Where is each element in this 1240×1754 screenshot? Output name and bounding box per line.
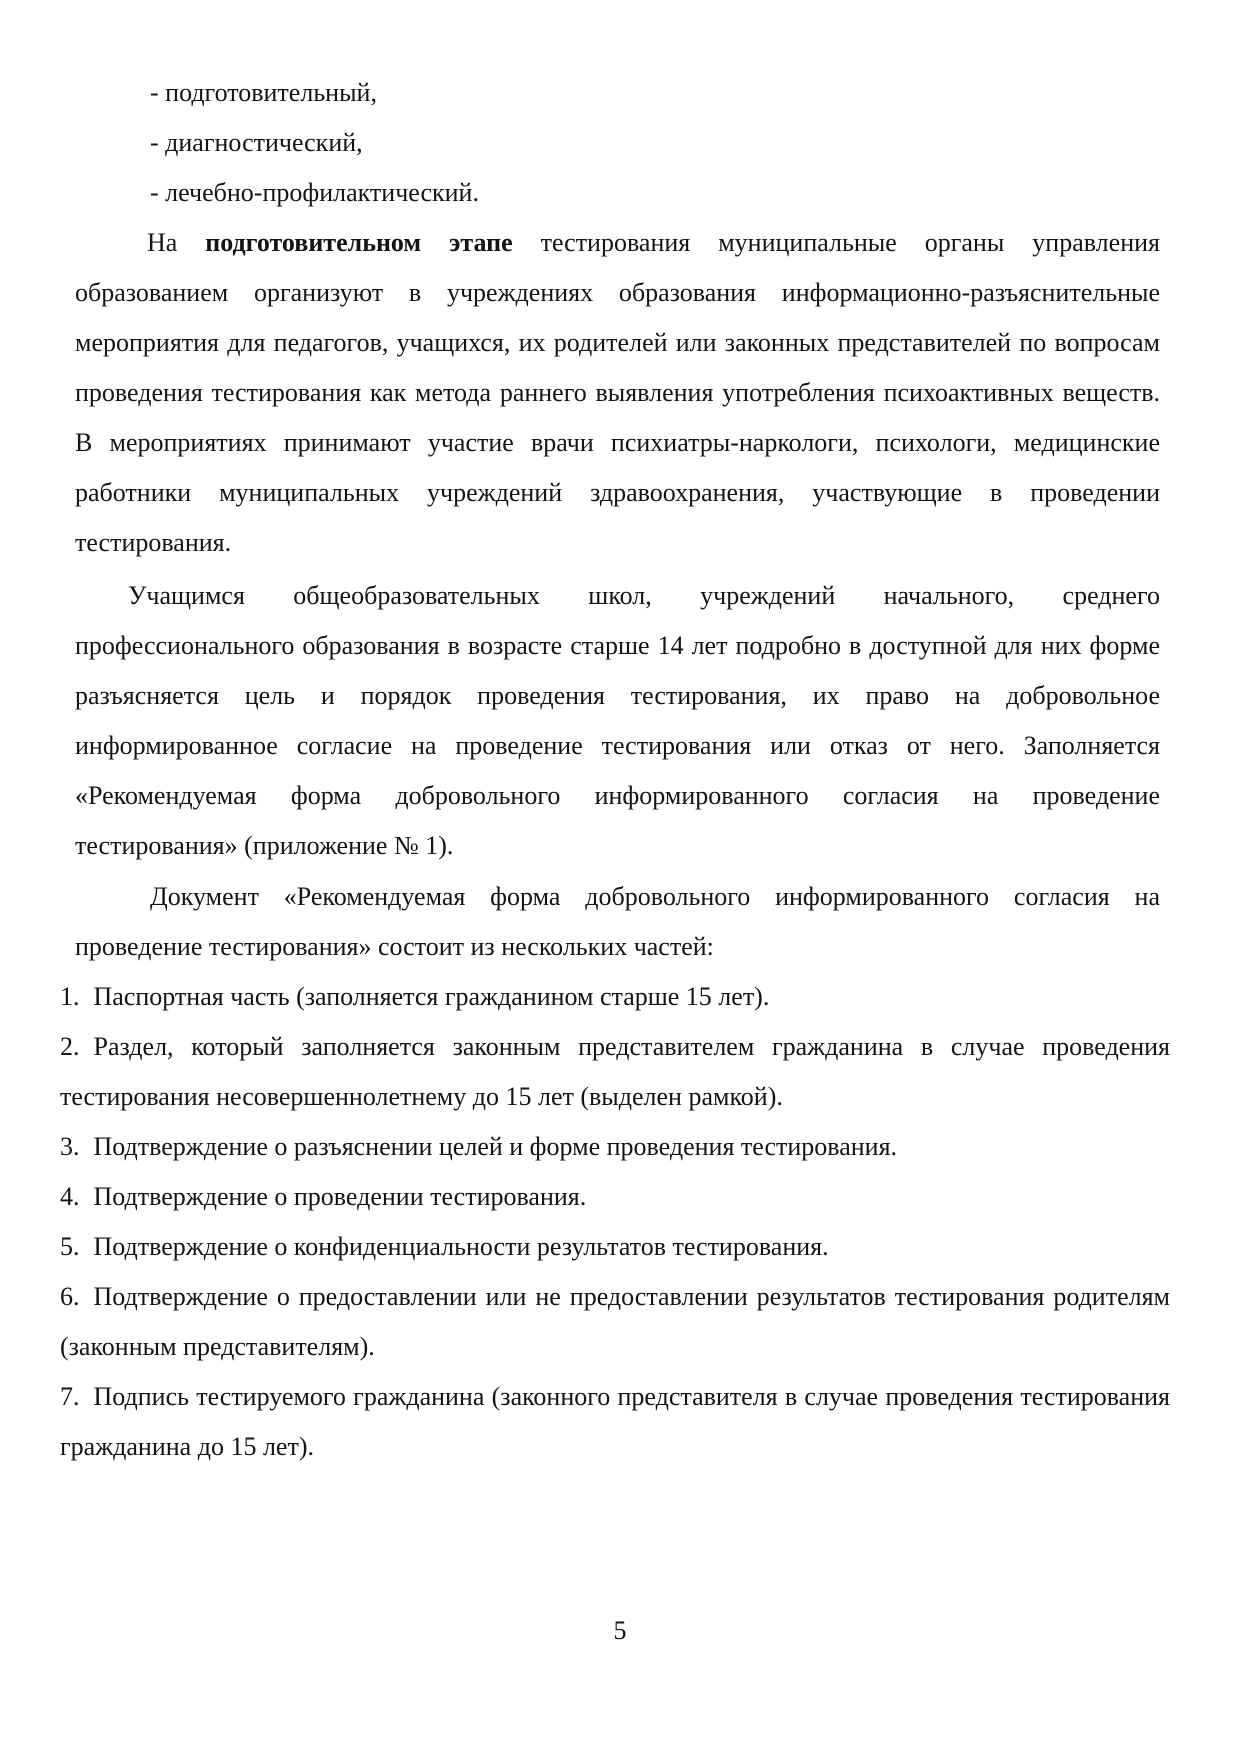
list-item-text: Подпись тестируемого гражданина (законного представителя в случае проведения тестирования гражданина до 15 лет). [60,1382,1170,1461]
list-item-number: 1. [60,982,80,1011]
list-item [60,1172,1170,1222]
stage-item: - лечебно-профилактический. [150,178,479,207]
list-item-text: Подтверждение о разъяснении целей и форме проведения тестирования. [93,1132,898,1161]
list-item [60,1122,1170,1172]
paragraph-document-parts: Документ «Рекомендуемая форма добровольного информированного согласия на проведение тестирования» состоит из нескольких частей: [75,882,1160,961]
list-item-number: 4. [60,1182,80,1211]
list-item-number: 7. [60,1382,80,1411]
paragraph-preparatory-stage [75,218,1160,568]
list-item-text: Подтверждение о конфиденциальности результатов тестирования. [93,1232,829,1261]
list-item-number: 5. [60,1232,80,1261]
list-item [60,1272,1170,1372]
page-number: 5 [613,1616,627,1645]
document-parts-list [60,972,1170,1472]
list-item-number: 3. [60,1132,80,1161]
list-item-text: Подтверждение о предоставлении или не предоставлении результатов тестирования родителям (законным представителям). [60,1282,1170,1361]
list-item [60,1222,1170,1272]
list-item-text: Раздел, который заполняется законным представителем гражданина в случае проведения тестирования несовершеннолетнему до 15 лет (выделен рамкой). [60,1032,1170,1111]
list-item-text: Подтверждение о проведении тестирования. [93,1182,587,1211]
list-item-number: 6. [60,1282,80,1311]
paragraph-prefix: На [147,228,206,257]
list-item-number: 2. [60,1032,80,1061]
stage-item: - подготовительный, [150,78,377,107]
list-item [60,1022,1170,1122]
list-item [60,972,1170,1022]
stage-item: - диагностический, [150,128,363,157]
paragraph-students: Учащимся общеобразовательных школ, учреждений начального, среднего профессионального образования в возрасте старше 14 лет подробно в доступной для них форме разъясняется цель и порядок проведения тестирования, их право на добровольное информированное согласие на проведение тестирования или отказ от него. Заполняется «Рекомендуемая форма добровольного информированного согласия на проведение тестирования» (приложение № 1). [75,581,1160,860]
list-item-text: Паспортная часть (заполняется гражданином старше 15 лет). [93,982,770,1011]
bold-term: подготовительном этапе [205,228,513,257]
list-item [60,1372,1170,1472]
paragraph-body: тестирования муниципальные органы управления образованием организуют в учреждениях образования информационно-разъяснительные мероприятия для педагогов, учащихся, их родителей или законных представителей по вопросам проведения тестирования как метода раннего выявления употребления психоактивных веществ. В мероприятиях принимают участие врачи психиатры-наркологи, психологи, медицинские работники муниципальных учреждений здравоохранения, участвующие в проведении тестирования. [75,228,1160,557]
stages-list [150,68,1050,218]
